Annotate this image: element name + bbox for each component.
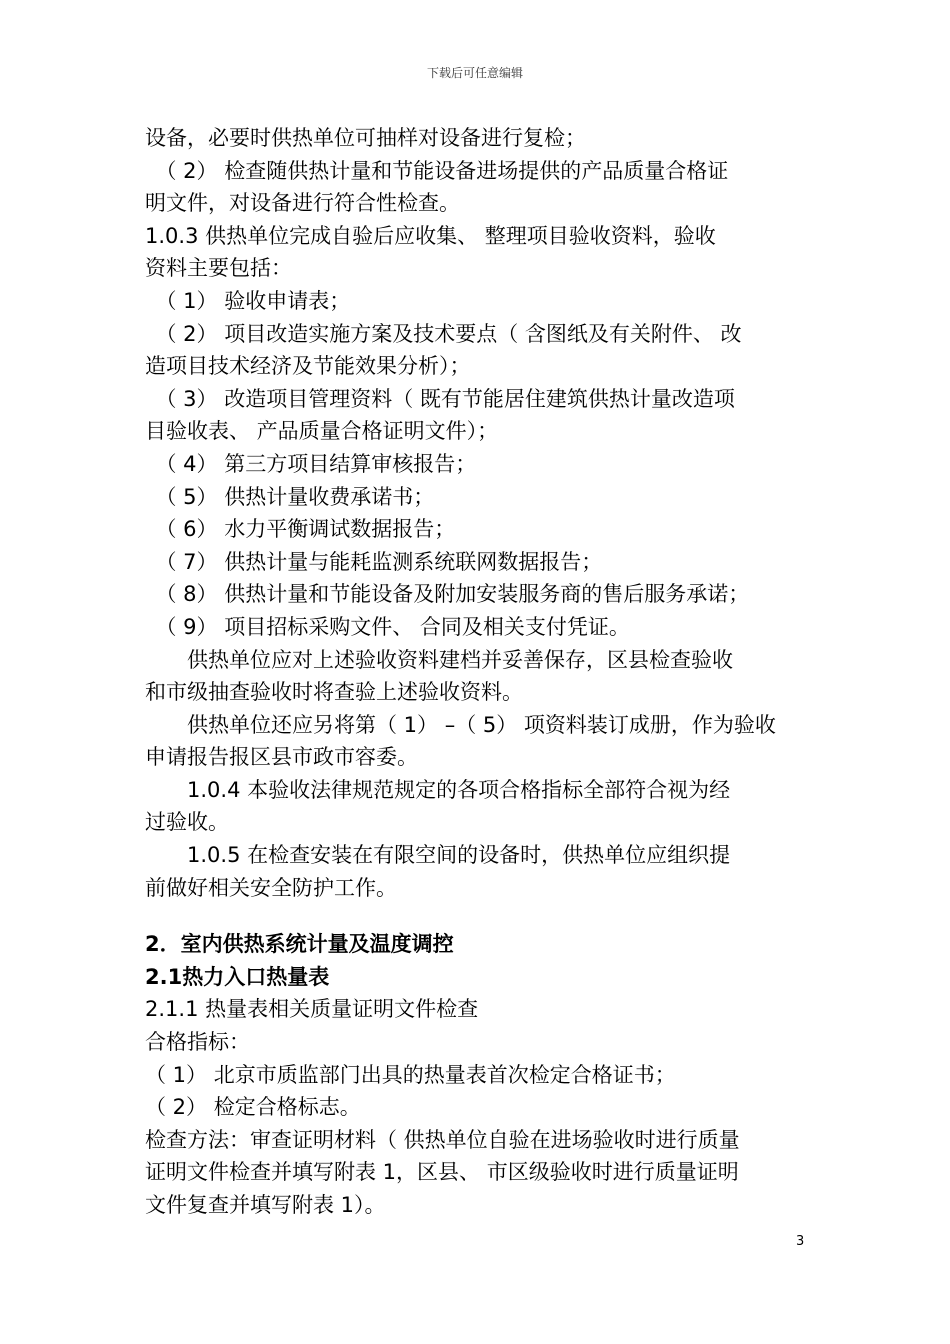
text-line: （ 8） 供热计量和节能设备及附加安装服务商的售后服务承诺；: [145, 582, 750, 607]
text-line: （ 3） 改造项目管理资料（ 既有节能居住建筑供热计量改造项: [145, 386, 735, 411]
text-line: 检查方法：审查证明材料（ 供热单位自验在进场验收时进行质量: [145, 1127, 740, 1152]
text-line: 目验收表、 产品质量合格证明文件）；: [145, 419, 499, 444]
text-line: 资料主要包括：: [145, 256, 292, 281]
text-line: 供热单位应对上述验收资料建档并妥善保存，区县检查验收: [145, 647, 733, 672]
page-number: 3: [796, 1234, 805, 1249]
text-line: 造项目技术经济及节能效果分析）；: [145, 354, 471, 379]
text-line: 过验收。: [145, 810, 229, 835]
text-line: 供热单位还应另将第（ 1） –（ 5） 项资料装订成册，作为验收: [145, 712, 776, 737]
text-line: 1.0.5 在检查安装在有限空间的设备时，供热单位应组织提: [145, 843, 731, 868]
text-line: （ 6） 水力平衡调试数据报告；: [145, 517, 456, 542]
text-line: 1.0.4 本验收法律规范规定的各项合格指标全部符合视为经: [145, 777, 731, 802]
text-line: （ 9） 项目招标采购文件、 合同及相关支付凭证。: [145, 614, 630, 639]
text-line: （ 4） 第三方项目结算审核报告；: [145, 451, 477, 476]
text-line: （ 2） 项目改造实施方案及技术要点（ 含图纸及有关附件、 改: [145, 321, 742, 346]
text-line: （ 2） 检查随供热计量和节能设备进场提供的产品质量合格证: [145, 158, 729, 183]
text-line: （ 1） 验收申请表；: [145, 288, 351, 313]
text-line: 2.1.1 热量表相关质量证明文件检查: [145, 997, 479, 1022]
text-line: 文件复查并填写附表 1）。: [145, 1193, 386, 1217]
text-line: 设备，必要时供热单位可抽样对设备进行复检；: [145, 126, 586, 150]
document-body: [145, 122, 810, 1222]
text-line: 明文件，对设备进行符合性检查。: [145, 191, 460, 216]
section-heading: 2．室内供热系统计量及温度调控: [145, 932, 454, 957]
section-gap: [145, 904, 810, 928]
text-line: （ 1） 北京市质监部门出具的热量表首次检定合格证书；: [145, 1062, 676, 1087]
text-line: （ 7） 供热计量与能耗监测系统联网数据报告；: [145, 549, 603, 574]
page-header-note: 下载后可任意编辑: [426, 66, 523, 80]
text-line: 1.0.3 供热单位完成自验后应收集、 整理项目验收资料，验收: [145, 223, 716, 248]
text-line: 申请报告报区县市政市容委。: [145, 745, 418, 770]
text-line: 证明文件检查并填写附表 1，区县、 市区级验收时进行质量证明: [145, 1160, 739, 1185]
subsection-heading: 2.1热力入口热量表: [145, 964, 330, 989]
text-line: 前做好相关安全防护工作。: [145, 875, 397, 900]
text-line: （ 5） 供热计量收费承诺书；: [145, 484, 435, 509]
text-line: 合格指标：: [145, 1030, 250, 1055]
text-line: 和市级抽查验收时将查验上述验收资料。: [145, 680, 523, 705]
text-line: （ 2） 检定合格标志。: [145, 1095, 361, 1120]
